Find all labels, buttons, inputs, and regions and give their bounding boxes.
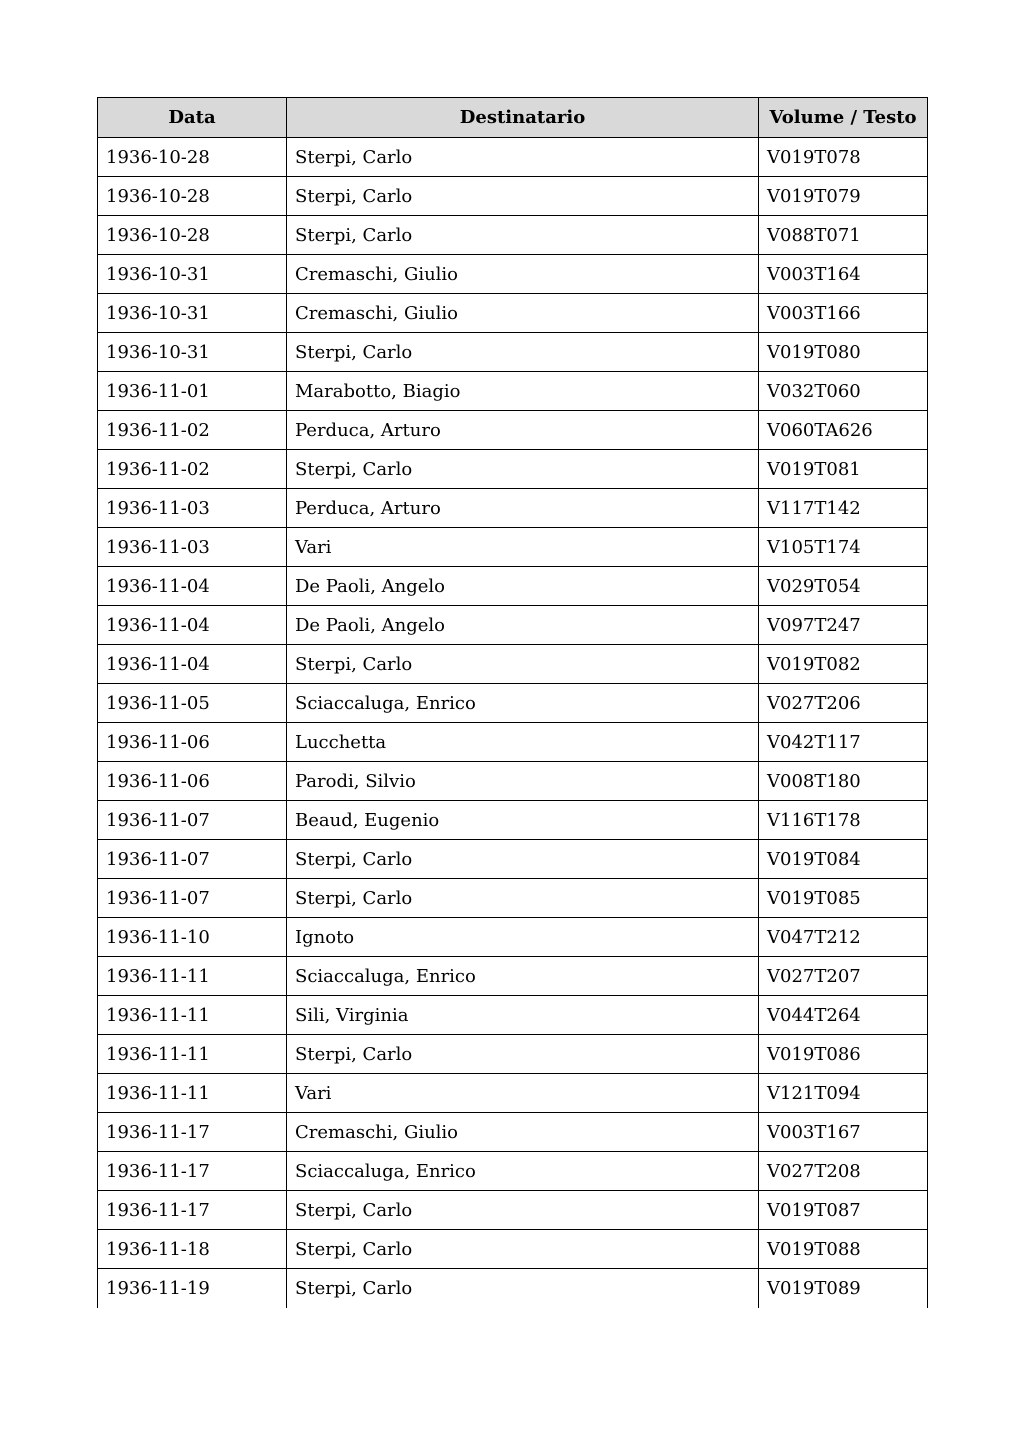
cell-date: 1936-11-03: [98, 528, 287, 567]
cell-volume-text: V003T167: [759, 1113, 928, 1152]
table-row: [98, 1035, 928, 1074]
table-row: [98, 879, 928, 918]
table-row: [98, 216, 928, 255]
cell-recipient: De Paoli, Angelo: [287, 567, 759, 606]
table-row: [98, 177, 928, 216]
table-row: [98, 411, 928, 450]
cell-date: 1936-11-07: [98, 840, 287, 879]
table-row: [98, 372, 928, 411]
table-row: [98, 567, 928, 606]
cell-date: 1936-10-28: [98, 177, 287, 216]
table-row: [98, 762, 928, 801]
cell-date: 1936-11-07: [98, 801, 287, 840]
cell-volume-text: V047T212: [759, 918, 928, 957]
cell-recipient: Sterpi, Carlo: [287, 879, 759, 918]
cell-volume-text: V019T080: [759, 333, 928, 372]
cell-date: 1936-10-31: [98, 333, 287, 372]
table-row: [98, 333, 928, 372]
cell-date: 1936-10-28: [98, 138, 287, 177]
cell-volume-text: V003T164: [759, 255, 928, 294]
cell-volume-text: V019T086: [759, 1035, 928, 1074]
table-row: [98, 1269, 928, 1308]
cell-date: 1936-11-02: [98, 411, 287, 450]
cell-recipient: Sterpi, Carlo: [287, 840, 759, 879]
table-row: [98, 840, 928, 879]
cell-recipient: Ignoto: [287, 918, 759, 957]
cell-volume-text: V121T094: [759, 1074, 928, 1113]
cell-recipient: Vari: [287, 1074, 759, 1113]
cell-recipient: Sili, Virginia: [287, 996, 759, 1035]
cell-recipient: Sterpi, Carlo: [287, 1269, 759, 1308]
table-row: [98, 723, 928, 762]
cell-recipient: Marabotto, Biagio: [287, 372, 759, 411]
cell-date: 1936-11-19: [98, 1269, 287, 1308]
cell-recipient: Sterpi, Carlo: [287, 333, 759, 372]
cell-recipient: Cremaschi, Giulio: [287, 294, 759, 333]
cell-volume-text: V019T089: [759, 1269, 928, 1308]
cell-volume-text: V097T247: [759, 606, 928, 645]
table-row: [98, 1113, 928, 1152]
cell-date: 1936-10-28: [98, 216, 287, 255]
cell-recipient: Sterpi, Carlo: [287, 450, 759, 489]
table-row: [98, 528, 928, 567]
cell-volume-text: V044T264: [759, 996, 928, 1035]
cell-date: 1936-11-04: [98, 606, 287, 645]
table-row: [98, 138, 928, 177]
cell-date: 1936-11-17: [98, 1152, 287, 1191]
table-body: [98, 138, 928, 1308]
table-row: [98, 918, 928, 957]
cell-recipient: Perduca, Arturo: [287, 411, 759, 450]
cell-date: 1936-11-07: [98, 879, 287, 918]
table-row: [98, 606, 928, 645]
cell-volume-text: V105T174: [759, 528, 928, 567]
cell-volume-text: V088T071: [759, 216, 928, 255]
cell-volume-text: V019T087: [759, 1191, 928, 1230]
cell-date: 1936-11-06: [98, 762, 287, 801]
cell-volume-text: V116T178: [759, 801, 928, 840]
column-header-recipient: Destinatario: [287, 98, 759, 138]
cell-volume-text: V019T081: [759, 450, 928, 489]
table-row: [98, 1152, 928, 1191]
cell-recipient: Perduca, Arturo: [287, 489, 759, 528]
cell-date: 1936-11-01: [98, 372, 287, 411]
cell-date: 1936-11-10: [98, 918, 287, 957]
table-row: [98, 294, 928, 333]
cell-volume-text: V019T082: [759, 645, 928, 684]
cell-volume-text: V019T084: [759, 840, 928, 879]
cell-date: 1936-11-06: [98, 723, 287, 762]
cell-recipient: Sterpi, Carlo: [287, 1191, 759, 1230]
table-header: [98, 98, 928, 138]
cell-volume-text: V027T208: [759, 1152, 928, 1191]
letters-table: [97, 97, 928, 1308]
cell-recipient: Sterpi, Carlo: [287, 216, 759, 255]
cell-date: 1936-11-17: [98, 1113, 287, 1152]
header-row: [98, 98, 928, 138]
cell-date: 1936-11-04: [98, 567, 287, 606]
column-header-volume-text: Volume / Testo: [759, 98, 928, 138]
table-row: [98, 957, 928, 996]
table-row: [98, 450, 928, 489]
cell-recipient: Parodi, Silvio: [287, 762, 759, 801]
cell-volume-text: V027T207: [759, 957, 928, 996]
cell-date: 1936-11-04: [98, 645, 287, 684]
table-row: [98, 801, 928, 840]
cell-date: 1936-11-02: [98, 450, 287, 489]
table-row: [98, 1230, 928, 1269]
cell-volume-text: V032T060: [759, 372, 928, 411]
cell-date: 1936-11-11: [98, 1074, 287, 1113]
table-row: [98, 255, 928, 294]
letters-table-container: [97, 97, 927, 1308]
table-row: [98, 1191, 928, 1230]
cell-volume-text: V042T117: [759, 723, 928, 762]
cell-date: 1936-10-31: [98, 294, 287, 333]
cell-recipient: Sciaccaluga, Enrico: [287, 957, 759, 996]
cell-volume-text: V117T142: [759, 489, 928, 528]
table-row: [98, 489, 928, 528]
cell-recipient: De Paoli, Angelo: [287, 606, 759, 645]
cell-volume-text: V003T166: [759, 294, 928, 333]
cell-date: 1936-11-03: [98, 489, 287, 528]
cell-recipient: Cremaschi, Giulio: [287, 255, 759, 294]
cell-recipient: Beaud, Eugenio: [287, 801, 759, 840]
cell-volume-text: V019T079: [759, 177, 928, 216]
table-row: [98, 1074, 928, 1113]
cell-date: 1936-11-17: [98, 1191, 287, 1230]
table-row: [98, 996, 928, 1035]
cell-recipient: Sterpi, Carlo: [287, 1230, 759, 1269]
cell-volume-text: V029T054: [759, 567, 928, 606]
table-row: [98, 645, 928, 684]
cell-recipient: Sterpi, Carlo: [287, 645, 759, 684]
cell-volume-text: V008T180: [759, 762, 928, 801]
cell-date: 1936-11-11: [98, 996, 287, 1035]
table-row: [98, 684, 928, 723]
cell-volume-text: V019T085: [759, 879, 928, 918]
cell-recipient: Sterpi, Carlo: [287, 177, 759, 216]
cell-date: 1936-10-31: [98, 255, 287, 294]
cell-recipient: Sciaccaluga, Enrico: [287, 684, 759, 723]
cell-recipient: Vari: [287, 528, 759, 567]
cell-volume-text: V019T078: [759, 138, 928, 177]
cell-date: 1936-11-05: [98, 684, 287, 723]
column-header-date: Data: [98, 98, 287, 138]
cell-volume-text: V019T088: [759, 1230, 928, 1269]
cell-recipient: Cremaschi, Giulio: [287, 1113, 759, 1152]
cell-recipient: Lucchetta: [287, 723, 759, 762]
cell-date: 1936-11-11: [98, 1035, 287, 1074]
cell-recipient: Sterpi, Carlo: [287, 138, 759, 177]
cell-date: 1936-11-18: [98, 1230, 287, 1269]
cell-volume-text: V060TA626: [759, 411, 928, 450]
cell-date: 1936-11-11: [98, 957, 287, 996]
cell-volume-text: V027T206: [759, 684, 928, 723]
cell-recipient: Sterpi, Carlo: [287, 1035, 759, 1074]
cell-recipient: Sciaccaluga, Enrico: [287, 1152, 759, 1191]
